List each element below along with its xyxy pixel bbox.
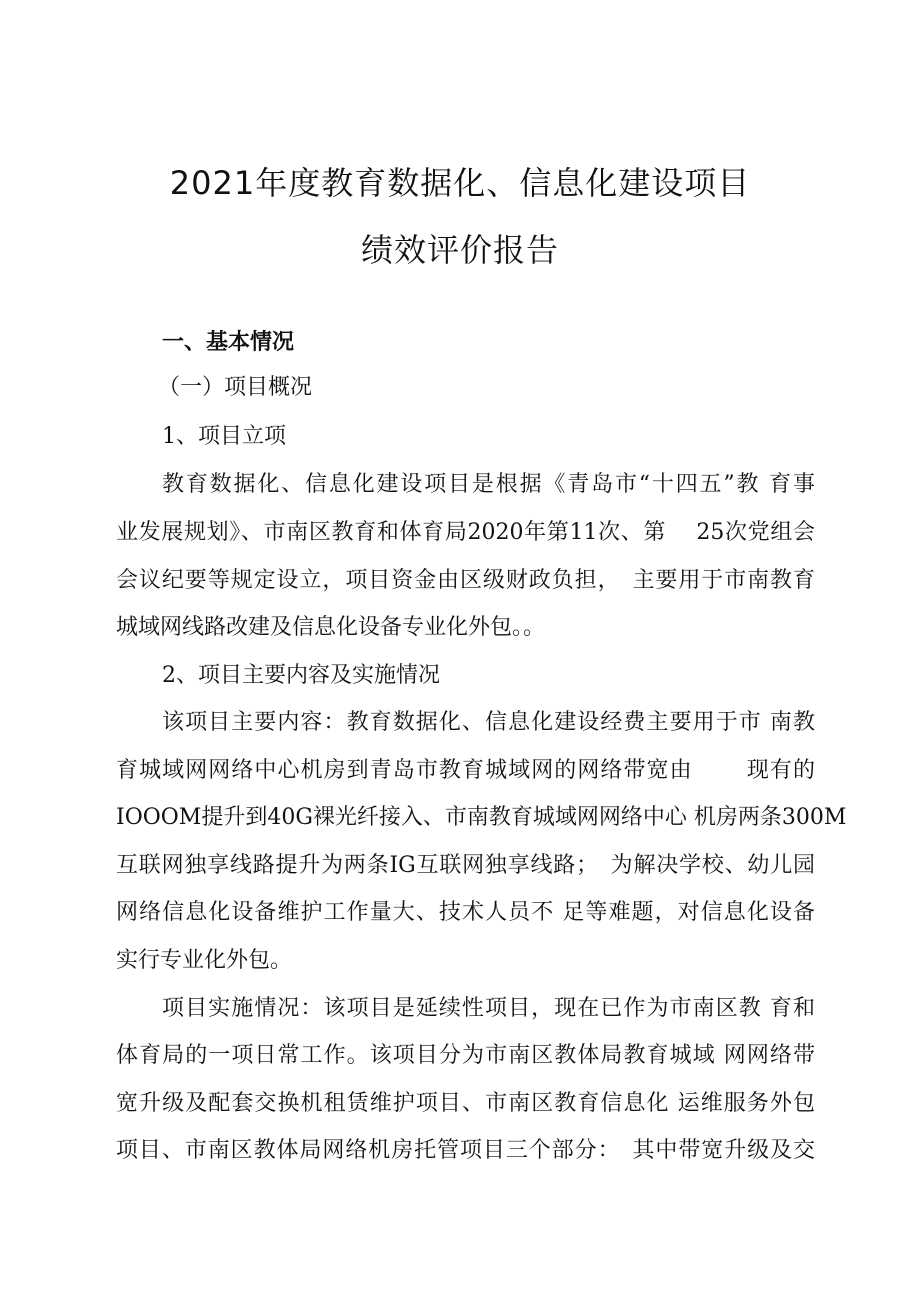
- section-heading-basic-info: 一、基本情况: [162, 330, 295, 355]
- paragraph-line: 育城域网网络中心机房到青岛市教育城域网的网络带宽由 现有的: [116, 758, 815, 783]
- subsection-heading-overview: （一）项目概况: [158, 375, 313, 400]
- item-heading-project-setup: 1、项目立项: [162, 424, 286, 449]
- paragraph-line: 体育局的一项日常工作。该项目分为市南区教体局教育城域 网网络带: [116, 1043, 815, 1068]
- paragraph-line: 教育数据化、信息化建设项目是根据《青岛市“十四五”教 育事: [162, 472, 815, 497]
- paragraph-line: 互联网独享线路提升为两条IG互联网独享线路； 为解决学校、幼儿园: [116, 853, 815, 878]
- paragraph-line: IOOOM提升到40G裸光纤接入、市南教育城域网网络中心 机房两条300M: [116, 805, 847, 830]
- paragraph-line: 该项目主要内容：教育数据化、信息化建设经费主要用于市 南教: [162, 710, 815, 735]
- paragraph-line: 业发展规划》、市南区教育和体育局2020年第11次、第 25次党组会: [116, 520, 815, 545]
- document-title-line1: 2021年度教育数据化、信息化建设项目: [169, 164, 751, 202]
- paragraph-line: 项目实施情况：该项目是延续性项目，现在已作为市南区教 育和: [162, 996, 815, 1021]
- paragraph-line: 会议纪要等规定设立，项目资金由区级财政负担， 主要用于市南教育: [116, 568, 815, 593]
- paragraph-line: 项目、市南区教体局网络机房托管项目三个部分： 其中带宽升级及交: [116, 1138, 815, 1163]
- paragraph-line: 城域网线路改建及信息化设备专业化外包。。: [116, 615, 546, 640]
- paragraph-line: 宽升级及配套交换机租赁维护项目、市南区教育信息化 运维服务外包: [116, 1091, 815, 1116]
- item-heading-content-implementation: 2、项目主要内容及实施情况: [162, 663, 440, 688]
- paragraph-line: 网络信息化设备维护工作量大、技术人员不 足等难题，对信息化设备: [116, 900, 815, 925]
- paragraph-line: 实行专业化外包。: [116, 948, 293, 973]
- document-title-line2: 绩效评价报告: [360, 231, 559, 269]
